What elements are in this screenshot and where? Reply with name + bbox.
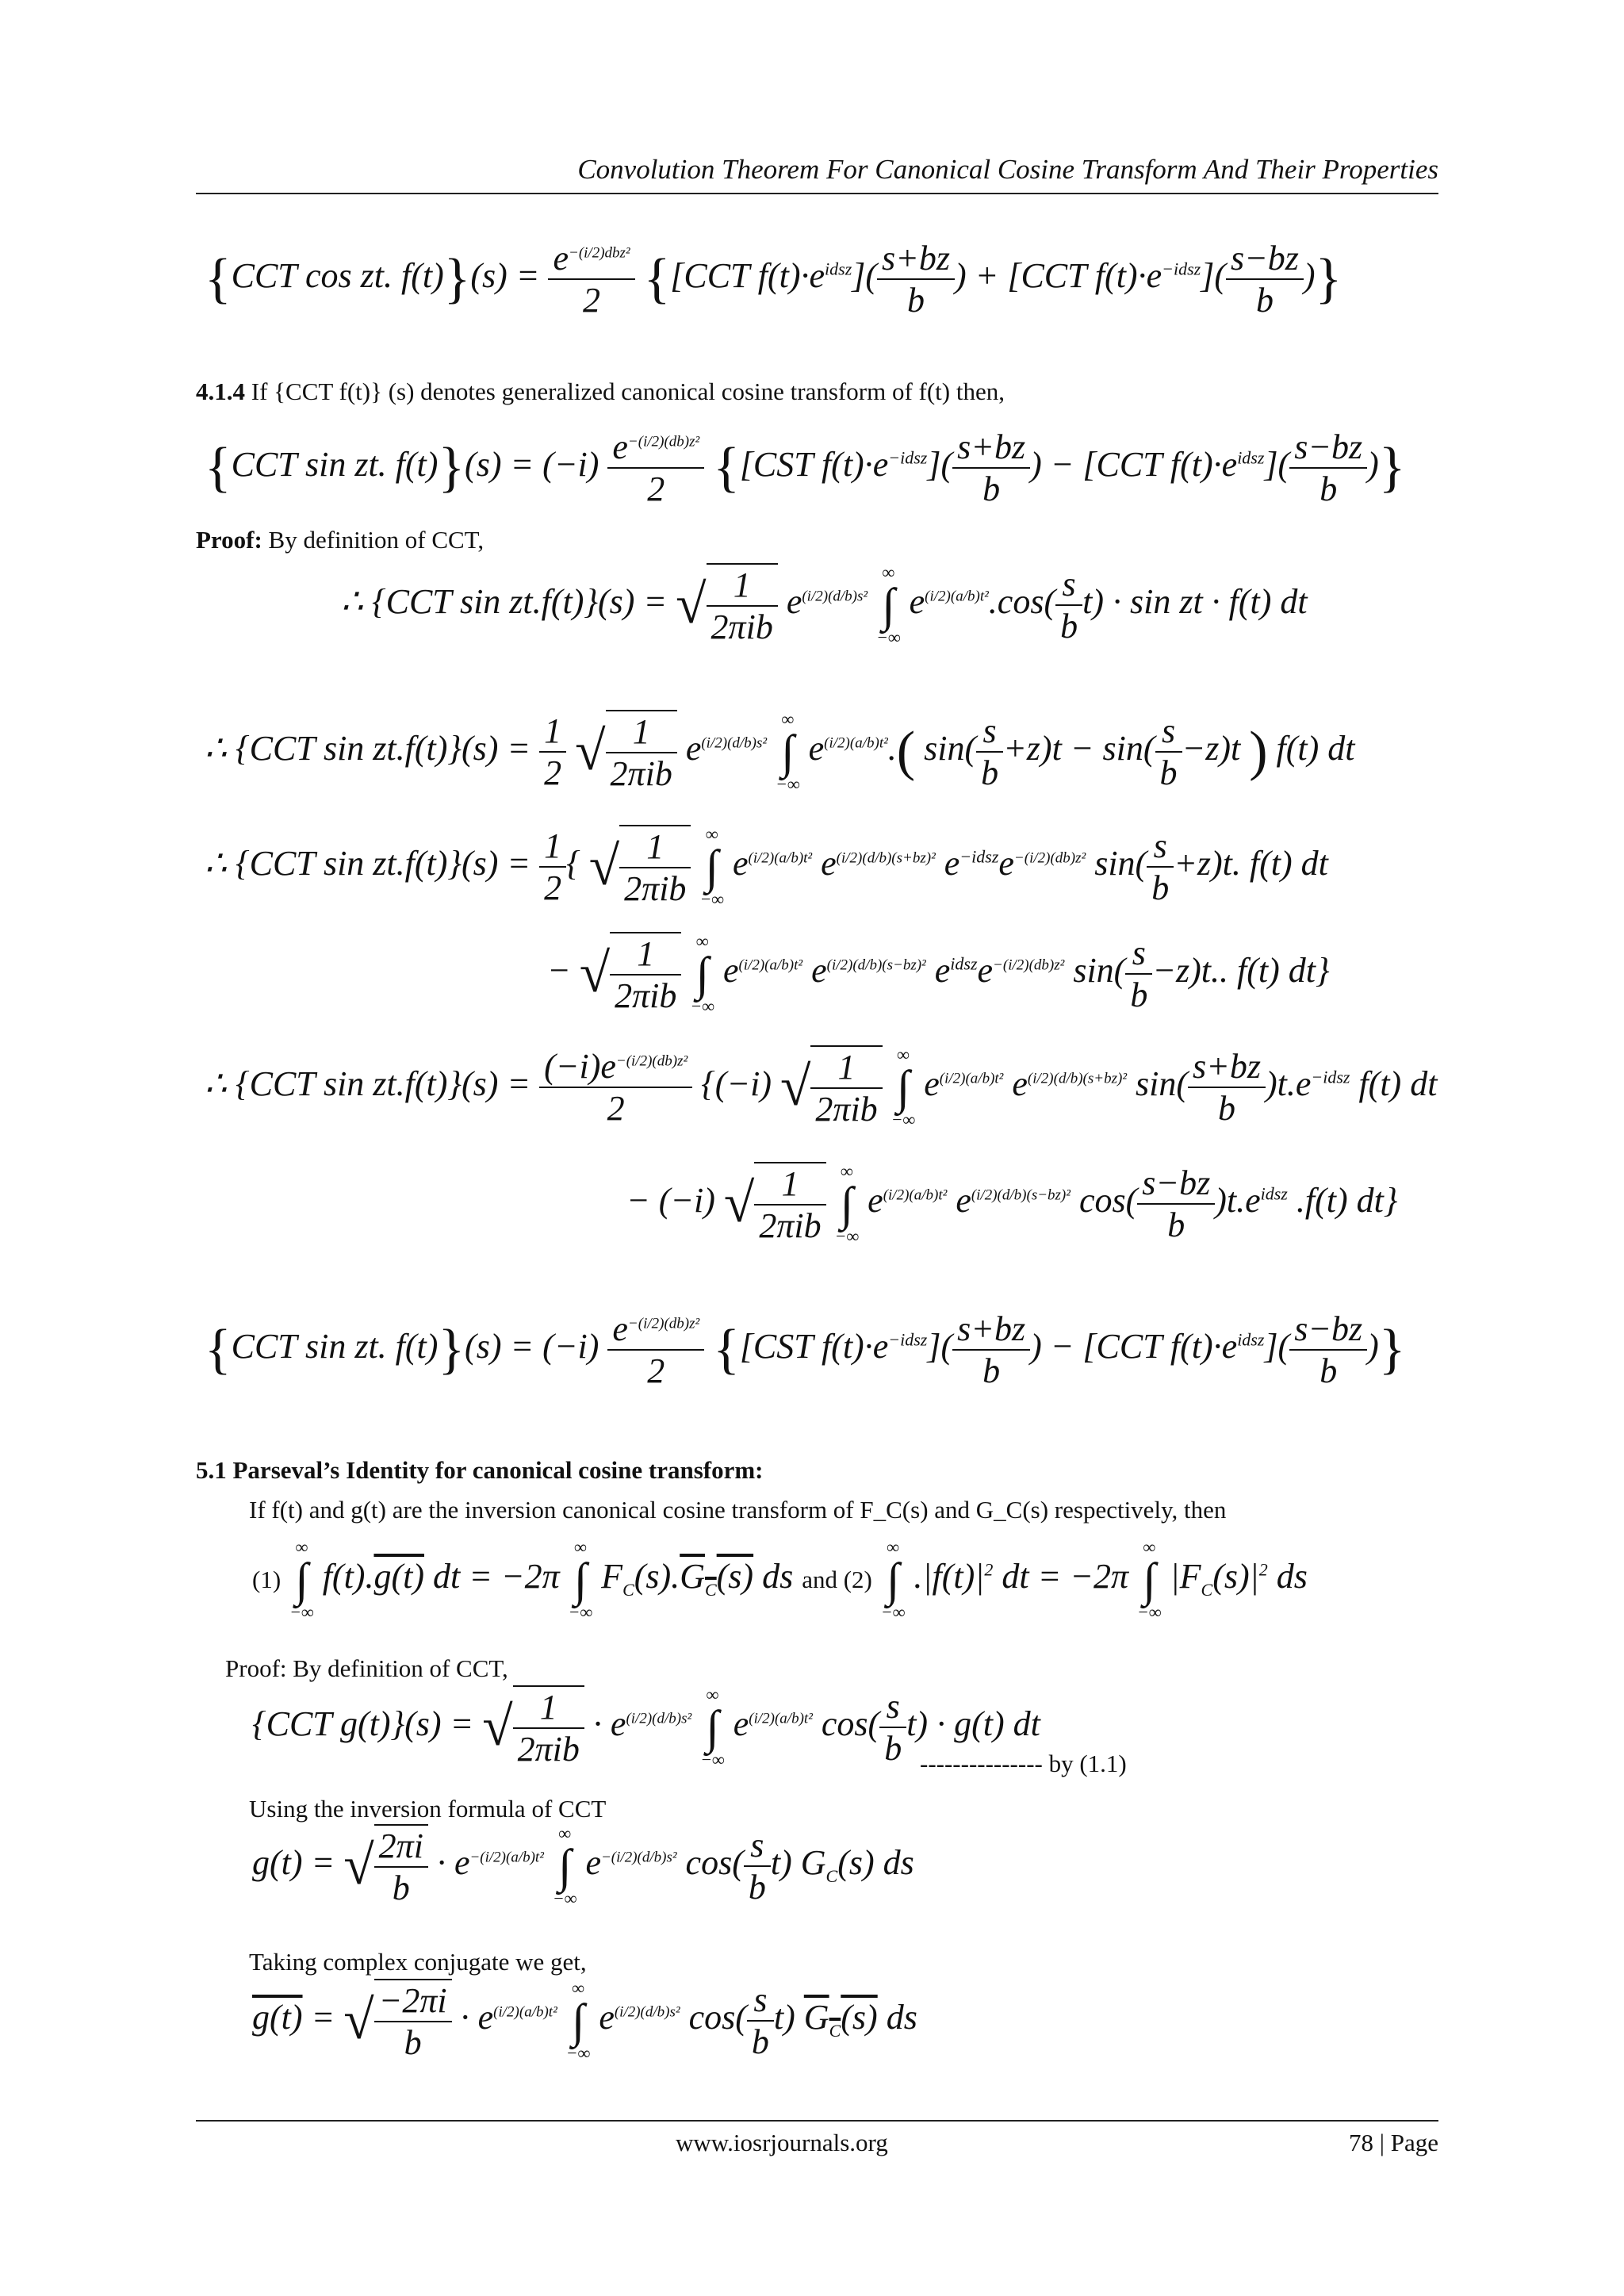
equation-inversion: g(t) = √ $\frac{2\pi i}{b}$ · $e^{-(i/2)(a/b)t^2}$ ∞ ∫ −∞ $e^{-(i/2)(d/b)s^2}$ cos( $\frac{s}{b}$ t) $G_C(s)$ ds: [252, 1823, 914, 1908]
equation-proof-step-5: ∴ {CCT sin zt.f(t)}(s) = $\frac{(-i)e^{-(i/2)(db)z^2}}{2}$ {(−i) √ $\frac{1}{\text{2πib}}$ ∞ ∫ −∞ $e^{(i/2)(a/b)t^2}$ $e^{(i/2)(d/b)(s+bz)^2}$ sin( $\frac{s+bz}{b}$ )$t.e^{-idsz}$ f(t) dt: [205, 1045, 1438, 1129]
section-label: 4.1.4: [196, 378, 245, 405]
equation-proof-step-4: − √ $\frac{1}{\text{2πib}}$ ∞ ∫ −∞ $e^{(i/2)(a/b)t^2}$ $e^{(i/2)(d/b)(s-bz)^2}$ $e^{idsz}e^{-(i/2)(db)z^2}$ sin( $\frac{s}{b}$ −z)t.. f(t) dt}: [547, 931, 1330, 1016]
equation-proof-step-3: ∴ {CCT sin zt.f(t)}(s) = $\frac{1}{2}$ { √ $\frac{1}{\text{2πib}}$ ∞ ∫ −∞ $e^{(i/2)(a/b)t^2}$ $e^{(i/2)(d/b)(s+bz)^2}$ $e^{-idsz}e^{-(i/2)(db)z^2}$ sin( $\frac{s}{b}$ +z)t. f(t) dt: [205, 824, 1328, 909]
reference-by-1-1: --------------- by (1.1): [920, 1750, 1127, 1777]
equation-proof-step-2: ∴ {CCT sin zt.f(t)}(s) = $\frac{1}{2}$ √ $\frac{1}{\text{2πib}}$ $e^{(i/2)(d/b)s^2}$ ∞ ∫ −∞ $e^{(i/2)(a/b)t^2}$.( sin( $\frac{s}{b}$ +z)t − sin( $\frac{s}{b}$ −z)t ) f(t) dt: [205, 709, 1355, 794]
equation-cct-g: {CCT g(t)}(s) = √ $\frac{1}{\text{2πib}}$ · $e^{(i/2)(d/b)s^2}$ ∞ ∫ −∞ $e^{(i/2)(a/b)t^2}$ cos( $\frac{s}{b}$ t) · g(t) dt: [252, 1685, 1040, 1769]
running-header: Convolution Theorem For Canonical Cosine Transform And Their Properties: [577, 154, 1438, 185]
equation-conjugate: g(t) = √ $\frac{-2\pi i}{b}$ · $e^{(i/2)(a/b)t^2}$ ∞ ∫ −∞ $e^{(i/2)(d/b)s^2}$ cos( $\frac{s}{b}$ t) $G_C(s)$ ds: [252, 1978, 917, 2063]
footer-rule: [196, 2120, 1438, 2122]
footer-page-number: 78 | Page: [1349, 2129, 1438, 2156]
inversion-formula-text: Using the inversion formula of CCT: [249, 1795, 607, 1823]
section-4-1-4-statement: [196, 377, 1005, 407]
conjugate-text: Taking complex conjugate we get,: [249, 1948, 587, 1976]
section-text: If {CCT f(t)} (s) denotes generalized canonical cosine transform of f(t) then,: [245, 378, 1005, 405]
proof-text: By definition of CCT,: [262, 526, 485, 554]
section-5-1-title: 5.1 Parseval’s Identity for canonical cosine transform:: [196, 1456, 764, 1484]
proof-2-intro: Proof: By definition of CCT,: [225, 1654, 508, 1682]
equation-cct-sin-statement: {CCT sin zt. f(t)}(s) = (−i) $\frac{e^{-(i/2)(db)z^2}}{2}$ {[CST $f(t)\cdot e^{-idsz}$]( $\frac{s+bz}{b}$ ) − [CCT $f(t)\cdot e^{idsz}$]( $\frac{s-bz}{b}$ )}: [205, 427, 1406, 508]
equation-proof-step-6: − (−i) √ $\frac{1}{\text{2πib}}$ ∞ ∫ −∞ $e^{(i/2)(a/b)t^2}$ $e^{(i/2)(d/b)(s-bz)^2}$ cos( $\frac{s-bz}{b}$ )$t.e^{idsz}$ .f(t) dt}: [626, 1161, 1398, 1246]
proof-1-intro: [196, 525, 484, 555]
equation-cct-cos-result: {CCT cos zt. f(t)}(s) = $\frac{e^{-(i/2)dbz^2}}{2}$ {[CCT $f(t)\cdot e^{idsz}$]( $\frac{s+bz}{b}$ ) + [CCT $f(t)\cdot e^{-idsz}$]( $\frac{s-bz}{b}$ )}: [205, 239, 1342, 320]
footer-website: www.iosrjournals.org: [676, 2129, 888, 2156]
proof-label: Proof:: [196, 526, 262, 554]
equation-parseval-identities: (1) ∞ ∫ −∞ f(t).g(t) dt = −2π ∞ ∫ −∞ $F_C(s).G_C(s)$ ds and (2) ∞ ∫ −∞ $.|f(t)|^2$ dt = −2π ∞ ∫ −∞ $|F_C(s)|^2$ ds: [252, 1537, 1308, 1622]
equation-cct-sin-result: {CCT sin zt. f(t)}(s) = (−i) $\frac{e^{-(i/2)(db)z^2}}{2}$ {[CST $f(t)\cdot e^{-idsz}$]( $\frac{s+bz}{b}$ ) − [CCT $f(t)\cdot e^{idsz}$]( $\frac{s-bz}{b}$ )}: [205, 1309, 1406, 1390]
header-rule: [196, 193, 1438, 194]
equation-proof-step-1: ∴ {CCT sin zt.f(t)}(s) = √ $\frac{1}{\text{2πib}}$ $e^{(i/2)(d/b)s^2}$ ∞ ∫ −∞ $e^{(i/2)(a/b)t^2}.\cos$( $\frac{s}{b}$ t) · sin zt · f(t) dt: [341, 562, 1308, 647]
section-5-1-text: If f(t) and g(t) are the inversion canonical cosine transform of F_C(s) and G_C(s) respectively, then: [249, 1496, 1227, 1524]
